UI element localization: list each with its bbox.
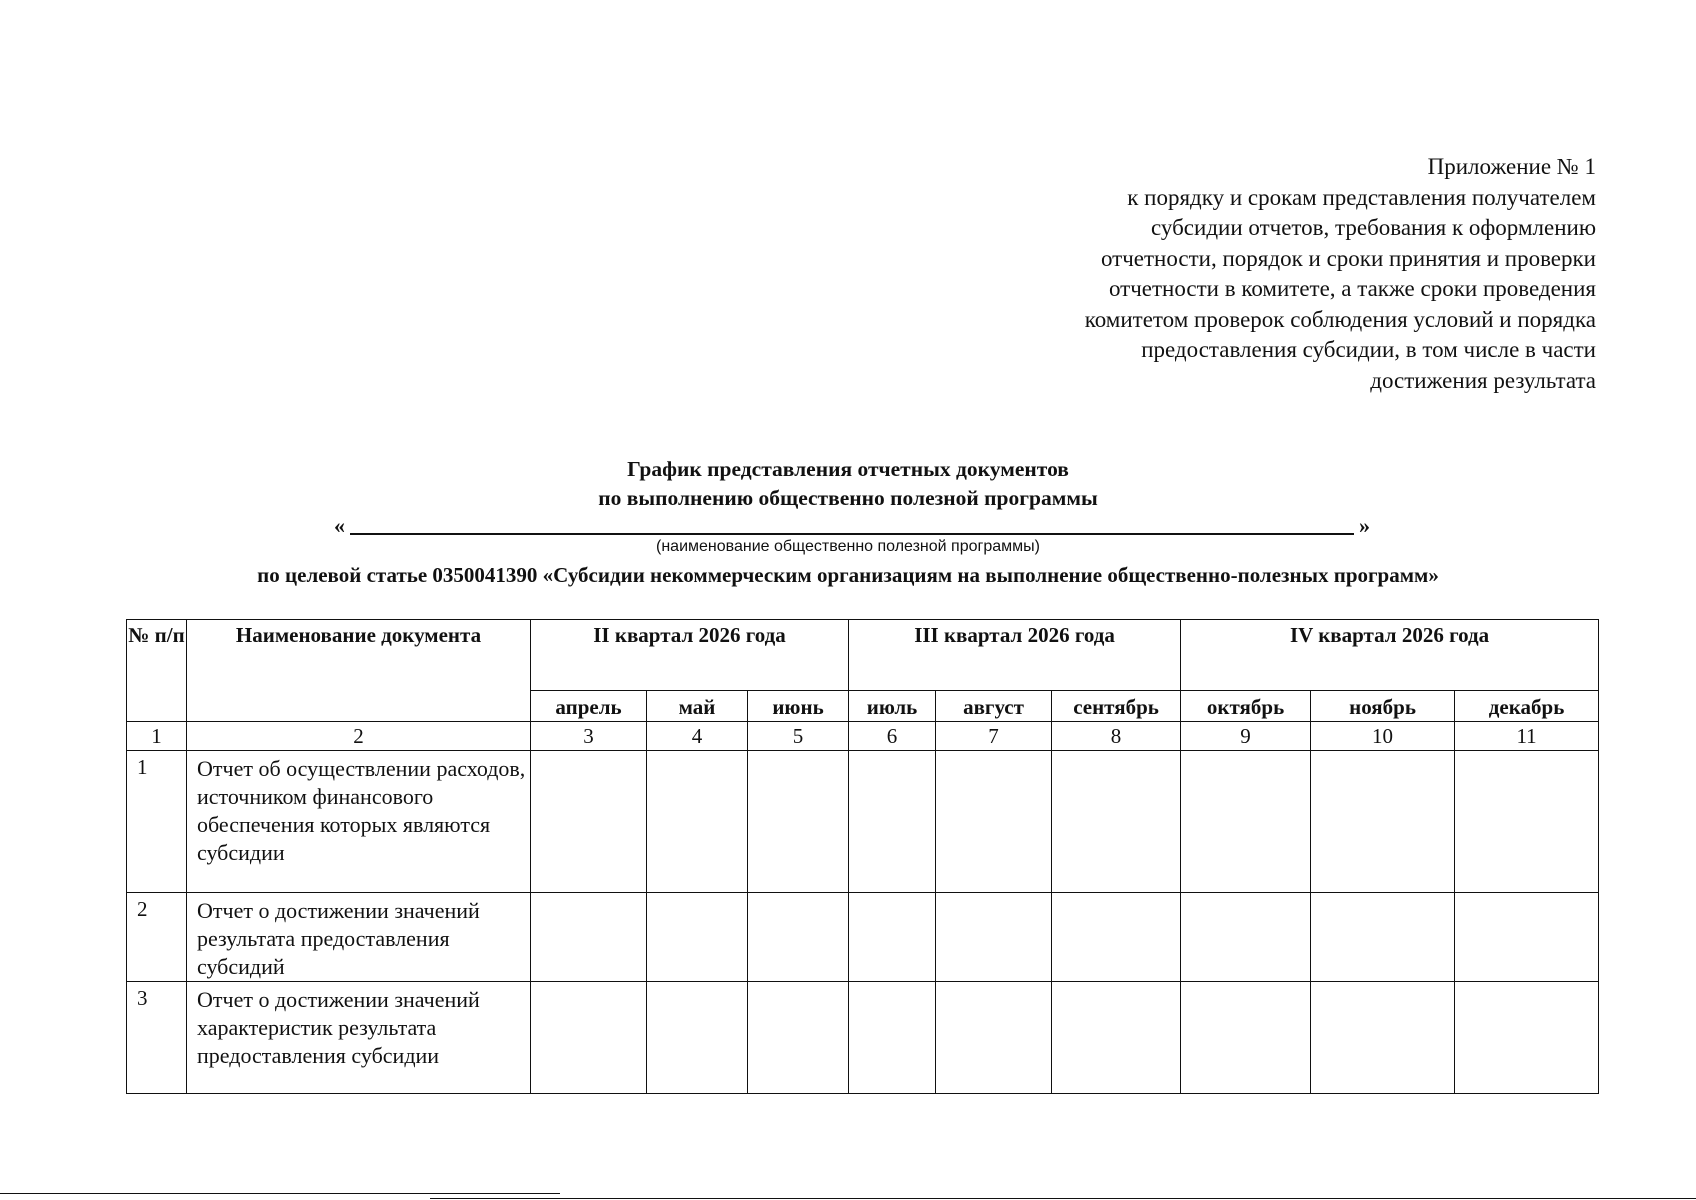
appendix-line: отчетности, порядок и сроки принятия и проверки bbox=[1100, 245, 1596, 271]
column-number: 4 bbox=[647, 722, 748, 751]
schedule-cell bbox=[531, 982, 647, 1094]
schedule-cell bbox=[1181, 982, 1311, 1094]
appendix-line: к порядку и срокам представления получателем bbox=[1127, 184, 1596, 210]
column-number: 6 bbox=[849, 722, 936, 751]
appendix-line: предоставления субсидии, в том числе в части bbox=[1141, 337, 1596, 362]
program-name-caption: (наименование общественно полезной программы) bbox=[656, 538, 1040, 555]
schedule-cell bbox=[849, 893, 936, 982]
schedule-cell bbox=[748, 751, 849, 893]
schedule-cell bbox=[1052, 751, 1181, 893]
month-header: сентябрь bbox=[1052, 691, 1181, 722]
program-name-underline bbox=[350, 533, 1354, 535]
schedule-cell bbox=[1052, 893, 1181, 982]
column-number: 3 bbox=[531, 722, 647, 751]
title-line-1: График представления отчетных документов bbox=[627, 457, 1069, 481]
schedule-cell bbox=[647, 751, 748, 893]
table-row bbox=[127, 893, 1599, 982]
schedule-cell bbox=[647, 982, 748, 1094]
column-number: 2 bbox=[187, 722, 531, 751]
document-name: Отчет об осуществлении расходов, источником финансового обеспечения которых являются субсидии bbox=[187, 751, 531, 893]
schedule-cell bbox=[1455, 751, 1599, 893]
schedule-cell bbox=[748, 982, 849, 1094]
appendix-block bbox=[956, 152, 1596, 396]
quote-open: « bbox=[334, 513, 345, 538]
month-header: май bbox=[647, 691, 748, 722]
title-line-2: по выполнению общественно полезной программы bbox=[598, 486, 1098, 510]
column-number: 1 bbox=[127, 722, 187, 751]
schedule-cell bbox=[647, 893, 748, 982]
month-header: апрель bbox=[531, 691, 647, 722]
appendix-line: достижения результата bbox=[1370, 367, 1596, 393]
column-number: 11 bbox=[1455, 722, 1599, 751]
schedule-cell bbox=[531, 893, 647, 982]
document-subtitle: по целевой статье 0350041390 «Субсидии некоммерческим организациям на выполнение общественно-полезных программ» bbox=[257, 563, 1439, 587]
appendix-line: Приложение № 1 bbox=[1427, 154, 1596, 179]
quote-close: » bbox=[1359, 513, 1370, 538]
appendix-line: комитетом проверок соблюдения условий и порядка bbox=[1084, 306, 1596, 332]
schedule-cell bbox=[849, 982, 936, 1094]
bottom-rule bbox=[430, 1198, 1696, 1199]
schedule-cell bbox=[1311, 982, 1455, 1094]
schedule-cell bbox=[936, 982, 1052, 1094]
column-number: 7 bbox=[936, 722, 1052, 751]
schedule-cell bbox=[849, 751, 936, 893]
row-number: 2 bbox=[127, 893, 187, 982]
quarter-header: II квартал 2026 года bbox=[531, 620, 849, 691]
schedule-cell bbox=[1052, 982, 1181, 1094]
schedule-cell bbox=[531, 751, 647, 893]
column-number: 10 bbox=[1311, 722, 1455, 751]
month-header: июнь bbox=[748, 691, 849, 722]
column-number: 5 bbox=[748, 722, 849, 751]
schedule-cell bbox=[1181, 893, 1311, 982]
month-header: август bbox=[936, 691, 1052, 722]
col-name-header: Наименование документа bbox=[187, 620, 531, 722]
schedule-cell bbox=[748, 893, 849, 982]
quarter-header: III квартал 2026 года bbox=[849, 620, 1181, 691]
document-title bbox=[0, 455, 1696, 513]
row-number: 1 bbox=[127, 751, 187, 893]
schedule-table bbox=[126, 619, 1599, 1094]
column-number: 8 bbox=[1052, 722, 1181, 751]
document-name: Отчет о достижении значений результата предоставления субсидий bbox=[187, 893, 531, 982]
col-num-header: № п/п bbox=[127, 620, 187, 722]
schedule-cell bbox=[1181, 751, 1311, 893]
schedule-cell bbox=[1455, 982, 1599, 1094]
month-header: декабрь bbox=[1455, 691, 1599, 722]
table-row bbox=[127, 982, 1599, 1094]
month-header: ноябрь bbox=[1311, 691, 1455, 722]
schedule-cell bbox=[1311, 893, 1455, 982]
schedule-cell bbox=[936, 893, 1052, 982]
column-number: 9 bbox=[1181, 722, 1311, 751]
appendix-line: субсидии отчетов, требования к оформлению bbox=[1151, 215, 1596, 240]
schedule-cell bbox=[1311, 751, 1455, 893]
month-header: октябрь bbox=[1181, 691, 1311, 722]
quarter-header: IV квартал 2026 года bbox=[1181, 620, 1599, 691]
table-row bbox=[127, 751, 1599, 893]
document-name: Отчет о достижении значений характеристик результата предоставления субсидии bbox=[187, 982, 531, 1094]
schedule-cell bbox=[1455, 893, 1599, 982]
schedule-cell bbox=[936, 751, 1052, 893]
month-header: июль bbox=[849, 691, 936, 722]
row-number: 3 bbox=[127, 982, 187, 1094]
appendix-line: отчетности в комитете, а также сроки проведения bbox=[1108, 276, 1596, 301]
bottom-rule bbox=[0, 1193, 560, 1194]
